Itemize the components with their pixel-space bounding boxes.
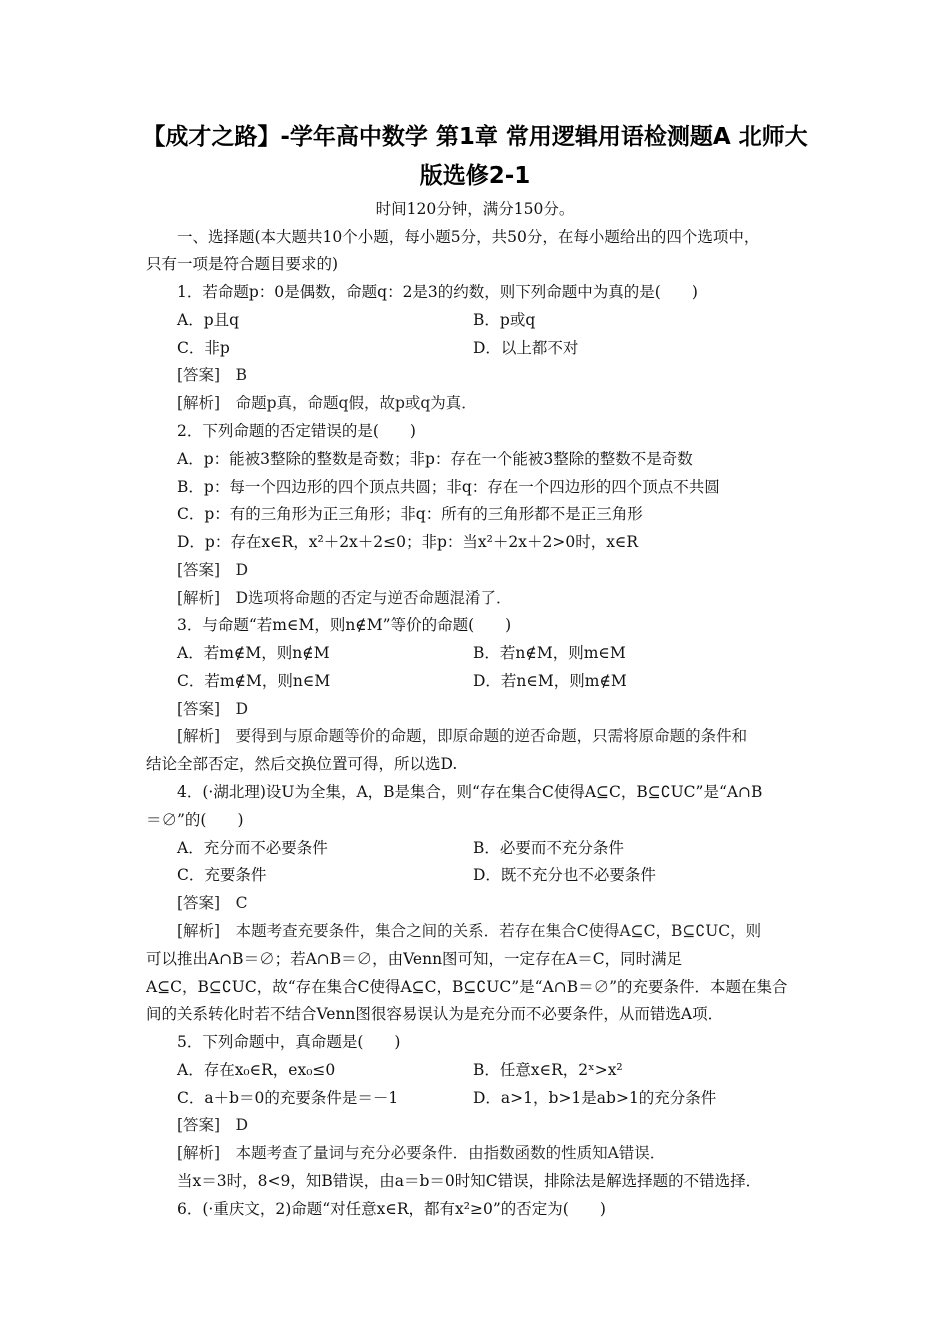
- question-2-option-d: D．p：存在x∈R，x²＋2x＋2≤0；非p：当x²＋2x＋2>0时，x∈R: [177, 533, 639, 551]
- question-3-option-b: B．若n∉M，则m∈M: [473, 644, 626, 662]
- question-4-explanation-cont-2: A⊆C，B⊆∁UC，故“存在集合C使得A⊆C，B⊆∁UC”是“A∩B＝∅”的充要条件．本题在集合: [146, 978, 788, 996]
- question-3: 3．与命题“若m∈M，则n∉M”等价的命题( ): [177, 616, 512, 634]
- question-1-option-a: A．p且q: [177, 311, 240, 329]
- question-4: 4．(·湖北理)设U为全集，A，B是集合，则“存在集合C使得A⊆C，B⊆∁UC”是“A∩B: [177, 783, 763, 801]
- question-2: 2．下列命题的否定错误的是( ): [177, 422, 416, 440]
- question-1-option-c: C．非p: [177, 339, 230, 357]
- question-1-option-b: B．p或q: [473, 311, 536, 329]
- question-3-option-d: D．若n∈M，则m∉M: [473, 672, 627, 690]
- document-title-line-2: 版选修2-1: [419, 163, 531, 189]
- question-5-explanation: [解析] 本题考查了量词与充分必要条件．由指数函数的性质知A错误．: [177, 1144, 666, 1162]
- question-1-explanation: [解析] 命题p真，命题q假，故p或q为真．: [177, 394, 477, 412]
- question-1: 1．若命题p：0是偶数，命题q：2是3的约数，则下列命题中为真的是( ): [177, 283, 698, 301]
- question-2-option-b: B．p：每一个四边形的四个顶点共圆；非q：存在一个四边形的四个顶点不共圆: [177, 478, 720, 496]
- question-2-answer: [答案] D: [177, 561, 249, 579]
- question-3-option-a: A．若m∉M，则n∉M: [177, 644, 330, 662]
- question-5-answer: [答案] D: [177, 1116, 249, 1134]
- document-title-line-1: 【成才之路】-学年高中数学 第1章 常用逻辑用语检测题A 北师大: [142, 124, 808, 150]
- question-3-explanation: [解析] 要得到与原命题等价的命题，即原命题的逆否命题，只需将原命题的条件和: [177, 727, 748, 745]
- exam-time-note: 时间120分钟，满分150分。: [375, 200, 575, 218]
- question-3-option-c: C．若m∉M，则n∈M: [177, 672, 331, 690]
- question-4-explanation-cont-1: 可以推出A∩B＝∅；若A∩B＝∅，由Venn图可知，一定存在A＝C，同时满足: [146, 950, 683, 968]
- question-4-answer: [答案] C: [177, 894, 248, 912]
- question-4-cont: ＝∅”的( ): [146, 811, 244, 829]
- question-4-explanation-cont-3: 间的关系转化时若不结合Venn图很容易误认为是充分而不必要条件，从而错选A项．: [146, 1005, 724, 1023]
- question-4-option-b: B．必要而不充分条件: [473, 839, 624, 857]
- section-intro-cont: 只有一项是符合题目要求的): [146, 255, 339, 273]
- question-5-option-d: D．a>1，b>1是ab>1的充分条件: [473, 1089, 717, 1107]
- question-5-option-c: C．a＋b＝0的充要条件是＝－1: [177, 1089, 399, 1107]
- question-3-explanation-cont: 结论全部否定，然后交换位置可得，所以选D.: [146, 755, 458, 773]
- question-2-explanation: [解析] D选项将命题的否定与逆否命题混淆了．: [177, 589, 512, 607]
- question-2-option-a: A．p：能被3整除的整数是奇数；非p：存在一个能被3整除的整数不是奇数: [177, 450, 693, 468]
- question-4-explanation: [解析] 本题考查充要条件，集合之间的关系．若存在集合C使得A⊆C，B⊆∁UC，则: [177, 922, 762, 940]
- question-5-option-b: B．任意x∈R，2ˣ>x²: [473, 1061, 623, 1079]
- question-1-answer: [答案] B: [177, 366, 247, 384]
- question-4-option-a: A．充分而不必要条件: [177, 839, 328, 857]
- question-5-option-a: A．存在x₀∈R，ex₀≤0: [177, 1061, 336, 1079]
- question-5-explanation-cont: 当x＝3时，8<9，知B错误，由a＝b＝0时知C错误，排除法是解选择题的不错选择．: [177, 1172, 762, 1190]
- question-3-answer: [答案] D: [177, 700, 249, 718]
- question-5: 5．下列命题中，真命题是( ): [177, 1033, 401, 1051]
- question-6: 6．(·重庆文，2)命题“对任意x∈R，都有x²≥0”的否定为( ): [177, 1200, 606, 1218]
- section-intro: 一、选择题(本大题共10个小题，每小题5分，共50分，在每小题给出的四个选项中，: [177, 228, 760, 246]
- question-4-option-c: C．充要条件: [177, 866, 267, 884]
- question-4-option-d: D．既不充分也不必要条件: [473, 866, 656, 884]
- question-1-option-d: D．以上都不对: [473, 339, 579, 357]
- question-2-option-c: C．p：有的三角形为正三角形；非q：所有的三角形都不是正三角形: [177, 505, 643, 523]
